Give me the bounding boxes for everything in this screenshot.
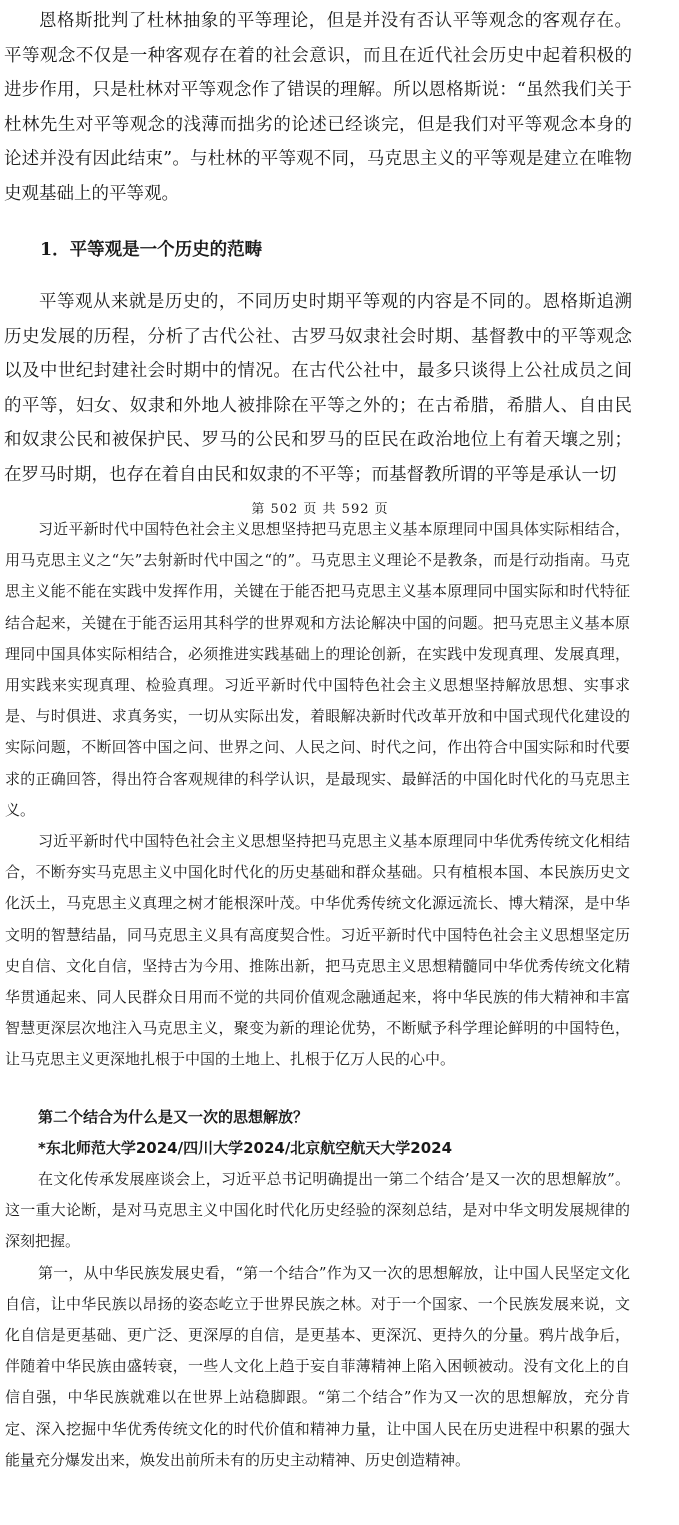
page-number: 第 502 页 共 592 页 [251, 502, 389, 517]
paragraph-engels-equality: 恩格斯批判了杜林抽象的平等理论，但是并没有否认平等观念的客观存在。平等观念不仅是一种客观存在着的社会意识，而且在近代社会历史中起着积极的进步作用，只是杜林对平等观念作了错误的理解。所以恩格斯说：“虽然我们关于杜林先生对平等观念的浅薄而拙劣的论述已经谈完，但是我们对平等观念本身的论述并没有因此结束”。与杜林的平等观不同，马克思主义的平等观是建立在唯物史观基础上的平等观。 [4, 11, 632, 204]
question-heading: 第二个结合为什么是又一次的思想解放？ [38, 1107, 309, 1126]
paragraph-xi-thought-practice: 习近平新时代中国特色社会主义思想坚持把马克思主义基本原理同中国具体实际相结合，用马克思主义之“矢”去射新时代中国之“的”。马克思主义理论不是教条，而是行动指南。马克思主义能不能在实践中发挥作用，关键在于能否把马克思主义基本原理同中国实际和时代特征结合起来，关键在于能否运用其科学的世界观和方法论解决中国的问题。把马克思主义基本原理同中国具体实际相结合，必须推进实践基础上的理论创新，在实践中发现真理、发展真理，用实践来实现真理、检验真理。习近平新时代中国特色社会主义思想坚持解放思想、实事求是、与时俱进、求真务实，一切从实际出发，着眼解决新时代改革开放和中国式现代化建设的实际问题，不断回答中国之问、世界之问、人民之问、时代之问，作出符合中国实际和时代要求的正确回答，得出符合客观规律的科学认识，是最现实、最鲜活的中国化时代化的马克思主义。 [5, 520, 630, 819]
lower-text-section [5, 514, 630, 1476]
paragraph-equality-historical: 平等观从来就是历史的，不同历史时期平等观的内容是不同的。恩格斯追溯历史发展的历程，分析了古代公社、古罗马奴隶社会时期、基督教中的平等观念以及中世纪封建社会时期中的情况。在古代公社中，最多只谈得上公社成员之间的平等，妇女、奴隶和外地人被排除在平等之外的；在古希腊，希腊人、自由民和奴隶公民和被保护民、罗马的公民和罗马的臣民在政治地位上有着天壤之别；在罗马时期，也存在着自由民和奴隶的不平等；而基督教所谓的平等是承认一切 [4, 292, 632, 485]
paragraph-xi-thought-culture: 习近平新时代中国特色社会主义思想坚持把马克思主义基本原理同中华优秀传统文化相结合，不断夯实马克思主义中国化时代化的历史基础和群众基础。只有植根本国、本民族历史文化沃土，马克思主义真理之树才能根深叶茂。中华优秀传统文化源远流长、博大精深，是中华文明的智慧结晶，同马克思主义具有高度契合性。习近平新时代中国特色社会主义思想坚定历史自信、文化自信，坚持古为今用、推陈出新，把马克思主义思想精髓同中华优秀传统文化精华贯通起来、同人民群众日用而不觉的共同价值观念融通起来，将中华民族的伟大精神和丰富智慧更深层次地注入马克思主义，聚变为新的理论优势，不断赋予科学理论鲜明的中国特色，让马克思主义更深地扎根于中国的土地上、扎根于亿万人民的心中。 [5, 832, 630, 1069]
paragraph-second-integration: 在文化传承发展座谈会上，习近平总书记明确提出一第二个结合’是又一次的思想解放”。这一重大论断，是对马克思主义中国化时代化历史经验的深刻总结，是对中华文明发展规律的深刻把握。 [5, 1170, 630, 1251]
section-heading-equality-history: 1．平等观是一个历史的范畴 [40, 240, 263, 260]
upper-text-section [4, 4, 632, 492]
exam-source-line: *东北师范大学2024/四川大学2024/北京航空航天大学2024 [38, 1138, 453, 1157]
paragraph-first-point: 第一，从中华民族发展史看，“第一个结合”作为又一次的思想解放，让中国人民坚定文化自信，让中华民族以昂扬的姿态屹立于世界民族之林。对于一个国家、一个民族发展来说，文化自信是更基础、更广泛、更深厚的自信，是更基本、更深沉、更持久的分量。鸦片战争后，伴随着中华民族由盛转衰，一些人文化上趋于妄自菲薄精神上陷入困顿被动。没有文化上的自信自强，中华民族就难以在世界上站稳脚跟。“第二个结合”作为又一次的思想解放，充分肯定、深入挖掘中华优秀传统文化的时代价值和精神力量，让中国人民在历史进程中积累的强大能量充分爆发出来，焕发出前所未有的历史主动精神、历史创造精神。 [5, 1263, 630, 1469]
